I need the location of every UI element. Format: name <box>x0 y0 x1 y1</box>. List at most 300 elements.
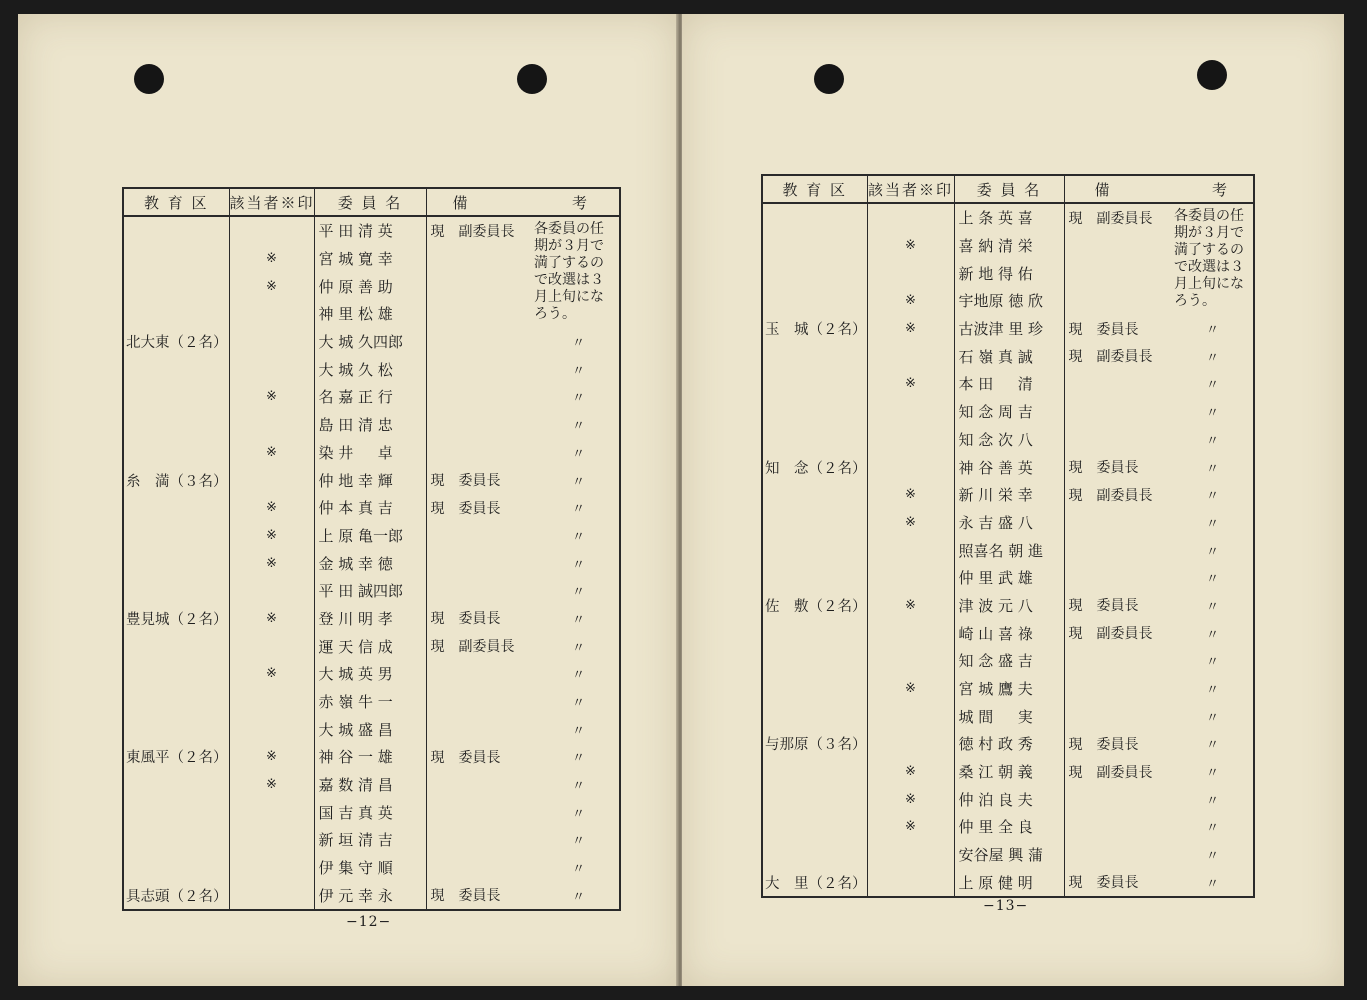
district-cell <box>762 564 867 592</box>
mark-cell: ※ <box>229 522 314 550</box>
ditto-mark-cell: 〃 <box>1166 481 1254 509</box>
ditto-mark-cell: 〃 <box>526 494 620 522</box>
mark-cell: ※ <box>867 315 954 343</box>
member-name-cell: 本 田 清 <box>954 370 1064 398</box>
table-row <box>123 383 620 411</box>
role-cell <box>1064 564 1166 592</box>
table-row <box>762 370 1254 398</box>
district-cell <box>123 411 229 439</box>
mark-cell <box>867 536 954 564</box>
district-cell <box>123 826 229 854</box>
mark-cell: ※ <box>867 232 954 260</box>
ditto-mark-cell: 〃 <box>526 577 620 605</box>
mark-cell <box>867 619 954 647</box>
ditto-mark-cell: 〃 <box>526 743 620 771</box>
mark-cell: ※ <box>867 481 954 509</box>
mark-cell <box>867 869 954 898</box>
mark-cell <box>229 577 314 605</box>
mark-cell <box>229 688 314 716</box>
mark-cell: ※ <box>867 785 954 813</box>
header-note-right: 考 <box>1166 175 1254 203</box>
district-cell: 具志頭（２名） <box>123 882 229 911</box>
member-name-cell: 平 田 誠四郎 <box>314 577 426 605</box>
mark-cell: ※ <box>229 272 314 300</box>
ditto-mark-cell: 〃 <box>526 882 620 911</box>
member-name-cell: 運 天 信 成 <box>314 632 426 660</box>
member-name-cell: 宮 城 鷹 夫 <box>954 675 1064 703</box>
table-row <box>123 328 620 356</box>
district-cell <box>123 245 229 273</box>
member-name-cell: 赤 嶺 牛 一 <box>314 688 426 716</box>
member-name-cell: 仲 本 真 吉 <box>314 494 426 522</box>
member-name-cell: 神 谷 一 雄 <box>314 743 426 771</box>
table-row <box>123 688 620 716</box>
ditto-mark-cell: 〃 <box>526 605 620 633</box>
table-row <box>762 426 1254 454</box>
member-name-cell: 知 念 周 吉 <box>954 398 1064 426</box>
committee-table-left <box>122 187 621 911</box>
ditto-mark-cell: 〃 <box>1166 841 1254 869</box>
member-name-cell: 神 里 松 雄 <box>314 300 426 328</box>
role-cell <box>426 715 526 743</box>
committee-table-right <box>761 174 1255 898</box>
member-name-cell: 知 念 盛 吉 <box>954 647 1064 675</box>
member-name-cell: 大 城 久四郎 <box>314 328 426 356</box>
role-cell: 現 委員長 <box>426 466 526 494</box>
header-mark: 該当者※印 <box>867 175 954 203</box>
mark-cell <box>229 216 314 245</box>
member-name-cell: 宮 城 寛 幸 <box>314 245 426 273</box>
mark-cell <box>867 203 954 232</box>
punch-hole <box>134 64 164 94</box>
role-cell <box>426 383 526 411</box>
table-row <box>762 730 1254 758</box>
ditto-mark-cell: 〃 <box>1166 730 1254 758</box>
ditto-mark-cell: 〃 <box>1166 509 1254 537</box>
role-cell <box>426 549 526 577</box>
role-cell <box>426 355 526 383</box>
role-cell: 現 副委員長 <box>1064 203 1166 232</box>
member-name-cell: 桑 江 朝 義 <box>954 758 1064 786</box>
member-name-cell: 安谷屋 興 蒲 <box>954 841 1064 869</box>
ditto-mark-cell: 〃 <box>526 854 620 882</box>
mark-cell <box>867 730 954 758</box>
table-row <box>123 411 620 439</box>
member-name-cell: 伊 集 守 順 <box>314 854 426 882</box>
mark-cell <box>867 453 954 481</box>
table-row <box>762 702 1254 730</box>
member-name-cell: 仲 里 武 雄 <box>954 564 1064 592</box>
table-row <box>762 841 1254 869</box>
ditto-mark-cell: 〃 <box>1166 758 1254 786</box>
member-name-cell: 石 嶺 真 誠 <box>954 342 1064 370</box>
table-row <box>123 522 620 550</box>
header-note-right: 考 <box>526 188 620 216</box>
district-cell <box>123 272 229 300</box>
mark-cell: ※ <box>867 370 954 398</box>
role-cell: 現 委員長 <box>1064 730 1166 758</box>
district-cell: 大 里（２名） <box>762 869 867 898</box>
mark-cell <box>867 702 954 730</box>
mark-cell <box>229 632 314 660</box>
ditto-mark-cell: 〃 <box>526 688 620 716</box>
district-cell <box>762 370 867 398</box>
district-cell: 知 念（２名） <box>762 453 867 481</box>
ditto-mark-cell: 〃 <box>1166 342 1254 370</box>
ditto-mark-cell: 〃 <box>526 439 620 467</box>
ditto-mark-cell: 〃 <box>526 632 620 660</box>
ditto-mark-cell: 〃 <box>1166 315 1254 343</box>
punch-hole <box>814 64 844 94</box>
member-name-cell: 島 田 清 忠 <box>314 411 426 439</box>
district-cell <box>762 841 867 869</box>
mark-cell <box>229 355 314 383</box>
district-cell <box>762 785 867 813</box>
member-name-cell: 仲 地 幸 輝 <box>314 466 426 494</box>
table-row <box>123 216 620 245</box>
role-cell: 現 委員長 <box>1064 592 1166 620</box>
member-name-cell: 崎 山 喜 祿 <box>954 619 1064 647</box>
member-name-cell: 宇地原 徳 欣 <box>954 287 1064 315</box>
ditto-mark-cell: 〃 <box>526 522 620 550</box>
role-cell <box>426 522 526 550</box>
header-district: 教 育 区 <box>123 188 229 216</box>
table-row <box>123 355 620 383</box>
role-cell <box>426 300 526 328</box>
table-row <box>123 577 620 605</box>
district-cell <box>123 688 229 716</box>
member-name-cell: 伊 元 幸 永 <box>314 882 426 911</box>
role-cell: 現 副委員長 <box>426 216 526 245</box>
header-mark: 該当者※印 <box>229 188 314 216</box>
district-cell <box>762 398 867 426</box>
page-number: −13− <box>983 898 1029 914</box>
role-cell <box>1064 813 1166 841</box>
table-row <box>123 854 620 882</box>
mark-cell <box>229 854 314 882</box>
district-cell <box>123 798 229 826</box>
table-row <box>762 619 1254 647</box>
district-cell <box>762 813 867 841</box>
district-cell <box>123 854 229 882</box>
ditto-mark-cell: 〃 <box>526 355 620 383</box>
ditto-mark-cell: 〃 <box>526 549 620 577</box>
district-cell: 北大東（２名） <box>123 328 229 356</box>
role-cell <box>1064 398 1166 426</box>
mark-cell <box>229 798 314 826</box>
member-name-cell: 仲 里 全 良 <box>954 813 1064 841</box>
table-row <box>762 315 1254 343</box>
mark-cell: ※ <box>867 287 954 315</box>
district-cell <box>123 715 229 743</box>
punch-hole <box>1197 60 1227 90</box>
member-name-cell: 徳 村 政 秀 <box>954 730 1064 758</box>
table-row <box>123 494 620 522</box>
table-row <box>762 647 1254 675</box>
ditto-mark-cell: 〃 <box>1166 536 1254 564</box>
table-row <box>762 785 1254 813</box>
ditto-mark-cell: 〃 <box>1166 702 1254 730</box>
mark-cell: ※ <box>229 383 314 411</box>
ditto-mark-cell: 〃 <box>1166 398 1254 426</box>
district-cell <box>123 439 229 467</box>
table-row <box>123 826 620 854</box>
district-cell: 東風平（２名） <box>123 743 229 771</box>
mark-cell <box>867 426 954 454</box>
mark-cell <box>867 398 954 426</box>
role-cell: 現 委員長 <box>1064 453 1166 481</box>
district-cell <box>123 216 229 245</box>
role-cell: 現 委員長 <box>1064 869 1166 898</box>
district-cell <box>762 287 867 315</box>
member-name-cell: 登 川 明 孝 <box>314 605 426 633</box>
header-note-left: 備 <box>426 188 526 216</box>
district-cell <box>123 300 229 328</box>
table-row <box>762 813 1254 841</box>
district-cell <box>123 632 229 660</box>
role-cell <box>1064 287 1166 315</box>
table-row <box>123 439 620 467</box>
district-cell <box>762 203 867 232</box>
ditto-mark-cell: 〃 <box>526 771 620 799</box>
role-cell <box>426 245 526 273</box>
member-name-cell: 仲 原 善 助 <box>314 272 426 300</box>
member-name-cell: 仲 泊 良 夫 <box>954 785 1064 813</box>
district-cell <box>762 619 867 647</box>
member-name-cell: 名 嘉 正 行 <box>314 383 426 411</box>
mark-cell: ※ <box>229 660 314 688</box>
role-cell: 現 委員長 <box>426 605 526 633</box>
district-cell: 与那原（３名） <box>762 730 867 758</box>
mark-cell: ※ <box>229 771 314 799</box>
mark-cell: ※ <box>867 758 954 786</box>
ditto-mark-cell: 〃 <box>526 328 620 356</box>
ditto-mark-cell: 〃 <box>1166 785 1254 813</box>
district-cell <box>762 426 867 454</box>
role-cell: 現 委員長 <box>426 882 526 911</box>
table-row <box>123 743 620 771</box>
role-cell: 現 副委員長 <box>1064 481 1166 509</box>
role-cell <box>426 854 526 882</box>
district-cell <box>123 577 229 605</box>
member-name-cell: 古波津 里 珍 <box>954 315 1064 343</box>
mark-cell <box>229 411 314 439</box>
ditto-mark-cell: 〃 <box>1166 619 1254 647</box>
mark-cell: ※ <box>229 245 314 273</box>
member-name-cell: 上 原 亀一郎 <box>314 522 426 550</box>
member-name-cell: 上 条 英 喜 <box>954 203 1064 232</box>
mark-cell <box>867 564 954 592</box>
table-row <box>123 605 620 633</box>
district-cell <box>762 675 867 703</box>
ditto-mark-cell: 〃 <box>1166 426 1254 454</box>
role-cell <box>1064 370 1166 398</box>
table-header-row <box>762 175 1254 203</box>
table-row <box>123 660 620 688</box>
ditto-mark-cell: 〃 <box>1166 675 1254 703</box>
district-cell: 糸 満（３名） <box>123 466 229 494</box>
ditto-mark-cell: 〃 <box>526 466 620 494</box>
table-row <box>762 675 1254 703</box>
member-name-cell: 津 波 元 八 <box>954 592 1064 620</box>
mark-cell <box>229 882 314 911</box>
member-name-cell: 大 城 英 男 <box>314 660 426 688</box>
ditto-mark-cell: 〃 <box>1166 869 1254 898</box>
role-cell <box>1064 675 1166 703</box>
table-row <box>123 632 620 660</box>
table-row <box>762 758 1254 786</box>
role-cell <box>426 660 526 688</box>
header-name: 委 員 名 <box>954 175 1064 203</box>
member-name-cell: 城 間 実 <box>954 702 1064 730</box>
mark-cell: ※ <box>229 494 314 522</box>
role-cell: 現 副委員長 <box>1064 758 1166 786</box>
district-cell: 玉 城（２名） <box>762 315 867 343</box>
ditto-mark-cell: 〃 <box>526 715 620 743</box>
role-cell: 現 委員長 <box>1064 315 1166 343</box>
district-cell <box>123 522 229 550</box>
mark-cell <box>867 647 954 675</box>
member-name-cell: 照喜名 朝 進 <box>954 536 1064 564</box>
member-name-cell: 新 川 栄 幸 <box>954 481 1064 509</box>
district-cell <box>123 660 229 688</box>
role-cell <box>426 439 526 467</box>
table-row <box>123 549 620 577</box>
mark-cell <box>229 466 314 494</box>
district-cell <box>123 355 229 383</box>
member-name-cell: 大 城 久 松 <box>314 355 426 383</box>
header-name: 委 員 名 <box>314 188 426 216</box>
member-name-cell: 神 谷 善 英 <box>954 453 1064 481</box>
ditto-mark-cell: 〃 <box>1166 370 1254 398</box>
role-cell <box>426 272 526 300</box>
ditto-mark-cell: 〃 <box>526 826 620 854</box>
role-cell: 現 委員長 <box>426 494 526 522</box>
table-row <box>762 536 1254 564</box>
district-cell <box>762 647 867 675</box>
ditto-mark-cell: 〃 <box>1166 647 1254 675</box>
member-name-cell: 喜 納 清 栄 <box>954 232 1064 260</box>
mark-cell: ※ <box>867 675 954 703</box>
ditto-mark-cell: 〃 <box>526 660 620 688</box>
role-cell <box>1064 841 1166 869</box>
table-row <box>123 771 620 799</box>
role-cell: 現 副委員長 <box>1064 342 1166 370</box>
member-name-cell: 上 原 健 明 <box>954 869 1064 898</box>
district-cell <box>762 232 867 260</box>
table-row <box>762 342 1254 370</box>
member-name-cell: 染 井 卓 <box>314 439 426 467</box>
role-cell: 現 委員長 <box>426 743 526 771</box>
mark-cell <box>229 328 314 356</box>
mark-cell: ※ <box>229 549 314 577</box>
member-name-cell: 大 城 盛 昌 <box>314 715 426 743</box>
table-row <box>762 203 1254 232</box>
mark-cell: ※ <box>867 592 954 620</box>
district-cell <box>762 702 867 730</box>
page-number: −12− <box>346 914 392 930</box>
ditto-mark-cell: 〃 <box>526 798 620 826</box>
table-row <box>762 481 1254 509</box>
role-cell <box>1064 647 1166 675</box>
ditto-mark-cell: 〃 <box>526 383 620 411</box>
ditto-mark-cell: 〃 <box>1166 592 1254 620</box>
mark-cell: ※ <box>867 813 954 841</box>
member-name-cell: 金 城 幸 徳 <box>314 549 426 577</box>
district-cell <box>762 259 867 287</box>
note-cell: 各委員の任期が３月で満了するので改選は３月上旬になろう。 <box>526 216 620 328</box>
note-cell: 各委員の任期が３月で満了するので改選は３月上旬になろう。 <box>1166 203 1254 315</box>
role-cell <box>1064 259 1166 287</box>
table-row <box>762 509 1254 537</box>
table-row <box>123 882 620 911</box>
table-row <box>762 398 1254 426</box>
table-row <box>123 466 620 494</box>
table-row <box>762 564 1254 592</box>
table-row <box>123 798 620 826</box>
mark-cell: ※ <box>229 439 314 467</box>
table-header-row <box>123 188 620 216</box>
district-cell <box>123 549 229 577</box>
mark-cell <box>229 715 314 743</box>
member-name-cell: 嘉 数 清 昌 <box>314 771 426 799</box>
role-cell <box>426 826 526 854</box>
table-row <box>123 715 620 743</box>
table-row <box>762 869 1254 898</box>
ditto-mark-cell: 〃 <box>1166 564 1254 592</box>
mark-cell <box>867 841 954 869</box>
district-cell <box>123 494 229 522</box>
role-cell <box>1064 536 1166 564</box>
mark-cell: ※ <box>229 605 314 633</box>
mark-cell <box>229 826 314 854</box>
header-note-left: 備 <box>1064 175 1166 203</box>
role-cell: 現 副委員長 <box>426 632 526 660</box>
role-cell <box>426 577 526 605</box>
member-name-cell: 永 吉 盛 八 <box>954 509 1064 537</box>
district-cell <box>762 481 867 509</box>
ditto-mark-cell: 〃 <box>526 411 620 439</box>
role-cell <box>426 771 526 799</box>
district-cell: 豊見城（２名） <box>123 605 229 633</box>
role-cell <box>1064 232 1166 260</box>
district-cell <box>123 383 229 411</box>
member-name-cell: 平 田 清 英 <box>314 216 426 245</box>
mark-cell <box>867 342 954 370</box>
district-cell <box>762 509 867 537</box>
role-cell <box>1064 785 1166 813</box>
role-cell <box>426 328 526 356</box>
mark-cell: ※ <box>229 743 314 771</box>
mark-cell <box>867 259 954 287</box>
role-cell <box>1064 426 1166 454</box>
role-cell <box>1064 702 1166 730</box>
member-name-cell: 新 垣 清 吉 <box>314 826 426 854</box>
mark-cell <box>229 300 314 328</box>
mark-cell: ※ <box>867 509 954 537</box>
table-row <box>762 592 1254 620</box>
member-name-cell: 知 念 次 八 <box>954 426 1064 454</box>
member-name-cell: 国 吉 真 英 <box>314 798 426 826</box>
role-cell <box>426 411 526 439</box>
member-name-cell: 新 地 得 佑 <box>954 259 1064 287</box>
header-district: 教 育 区 <box>762 175 867 203</box>
district-cell <box>762 758 867 786</box>
role-cell <box>1064 509 1166 537</box>
table-row <box>762 453 1254 481</box>
ditto-mark-cell: 〃 <box>1166 453 1254 481</box>
role-cell: 現 副委員長 <box>1064 619 1166 647</box>
